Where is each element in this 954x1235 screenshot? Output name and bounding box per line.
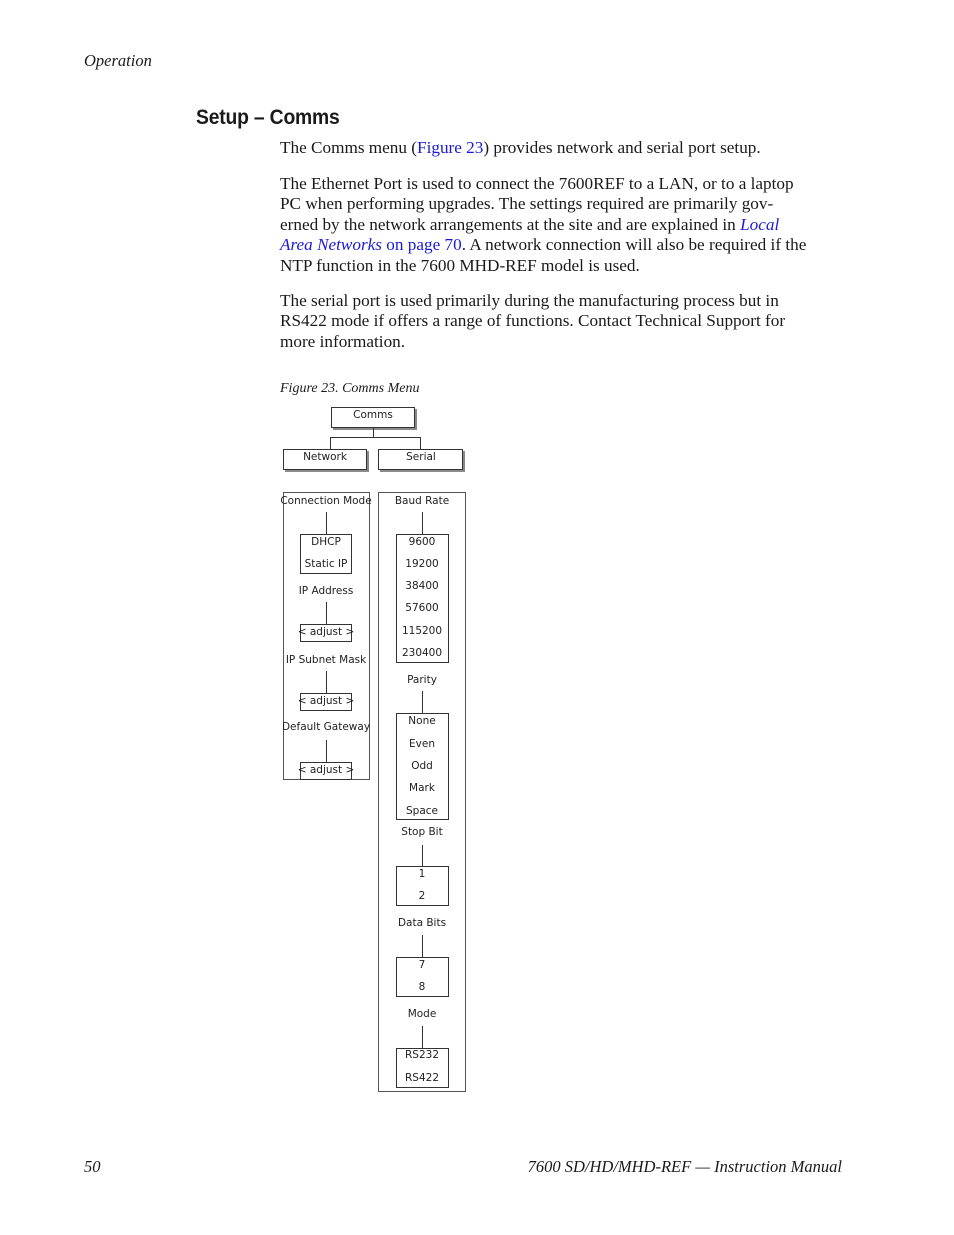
page-number: 50 bbox=[84, 1157, 101, 1176]
network-label: Network bbox=[303, 451, 347, 463]
stop-bit-1: 1 bbox=[418, 868, 426, 880]
manual-title: 7600 SD/HD/MHD-REF — Instruction Manual bbox=[527, 1157, 842, 1176]
mode-rs422: RS422 bbox=[404, 1072, 440, 1084]
baud-connector bbox=[422, 512, 423, 534]
ip-subnet-mask-label: IP Subnet Mask bbox=[285, 654, 367, 666]
mode-rs232: RS232 bbox=[404, 1049, 440, 1061]
p1-after: ) provides network and serial port setup. bbox=[483, 138, 761, 157]
data-bits-connector bbox=[422, 935, 423, 957]
figure-caption: Figure 23. Comms Menu bbox=[280, 381, 420, 396]
local-area-networks-link-1[interactable]: Local bbox=[740, 214, 780, 234]
serial-connector bbox=[420, 437, 421, 449]
paragraph-serial bbox=[280, 291, 842, 352]
subnet-connector bbox=[326, 671, 327, 693]
p2-line5: NTP function in the 7600 MHD-REF model is used. bbox=[280, 255, 640, 275]
p3-line2: RS422 mode if offers a range of functions. Contact Technical Support for bbox=[280, 311, 786, 331]
ip-address-adjust: < adjust > bbox=[297, 626, 355, 638]
data-bits-8: 8 bbox=[418, 981, 426, 993]
parity-even: Even bbox=[409, 738, 435, 750]
local-area-networks-link-2[interactable]: Area Networks bbox=[280, 235, 382, 255]
baud-rate-label: Baud Rate bbox=[394, 495, 450, 507]
paragraph-ethernet bbox=[280, 174, 842, 276]
stop-bit-label: Stop Bit bbox=[401, 826, 443, 838]
baud-9600: 9600 bbox=[408, 536, 436, 548]
parity-none: None bbox=[408, 715, 436, 727]
baud-38400: 38400 bbox=[405, 580, 439, 592]
baud-options bbox=[396, 534, 449, 663]
parity-odd: Odd bbox=[411, 760, 433, 772]
static-ip-option: Static IP bbox=[304, 558, 348, 570]
p3-line1: The serial port is used primarily during the manufacturing process but in bbox=[280, 291, 779, 310]
baud-115200: 115200 bbox=[401, 625, 443, 637]
comms-root-label: Comms bbox=[353, 409, 393, 421]
baud-230400: 230400 bbox=[401, 647, 443, 659]
ip-address-connector bbox=[326, 602, 327, 624]
mode-connector bbox=[422, 1026, 423, 1048]
running-head: Operation bbox=[84, 51, 152, 70]
gateway-connector bbox=[326, 740, 327, 762]
ip-address-label: IP Address bbox=[298, 585, 354, 597]
connection-mode-connector bbox=[326, 512, 327, 534]
p1-before: The Comms menu ( bbox=[280, 138, 418, 157]
parity-connector bbox=[422, 691, 423, 713]
serial-label: Serial bbox=[406, 451, 436, 463]
parity-label: Parity bbox=[407, 674, 437, 686]
paragraph-intro bbox=[280, 138, 842, 158]
data-bits-label: Data Bits bbox=[397, 917, 447, 929]
stop-bit-connector bbox=[422, 845, 423, 866]
dhcp-option: DHCP bbox=[311, 536, 341, 548]
section-title: Setup – Comms bbox=[196, 106, 340, 129]
parity-space: Space bbox=[406, 805, 438, 817]
parity-mark: Mark bbox=[409, 782, 435, 794]
p2-line3: erned by the network arrangements at the site and are explained in bbox=[280, 214, 741, 234]
baud-57600: 57600 bbox=[405, 602, 439, 614]
network-connector bbox=[330, 437, 331, 449]
p2-line4: . A network connection will also be required if the bbox=[461, 235, 807, 255]
stop-bit-2: 2 bbox=[418, 890, 426, 902]
data-bits-7: 7 bbox=[418, 959, 426, 971]
p2-line2: PC when performing upgrades. The settings required are primarily gov- bbox=[280, 194, 774, 214]
root-connector bbox=[373, 428, 374, 437]
branch-connector bbox=[330, 437, 420, 438]
gateway-adjust: < adjust > bbox=[297, 764, 355, 776]
connection-mode-label: Connection Mode bbox=[280, 495, 372, 507]
page-70-link[interactable]: on page 70 bbox=[382, 235, 462, 255]
p3-line3: more information. bbox=[280, 331, 406, 351]
default-gateway-label: Default Gateway bbox=[281, 721, 371, 733]
mode-label: Mode bbox=[407, 1008, 437, 1020]
subnet-adjust: < adjust > bbox=[297, 695, 355, 707]
p2-line1: The Ethernet Port is used to connect the 7600REF to a LAN, or to a laptop bbox=[280, 174, 794, 193]
figure-23-link[interactable]: Figure 23 bbox=[417, 138, 484, 157]
baud-19200: 19200 bbox=[405, 558, 439, 570]
